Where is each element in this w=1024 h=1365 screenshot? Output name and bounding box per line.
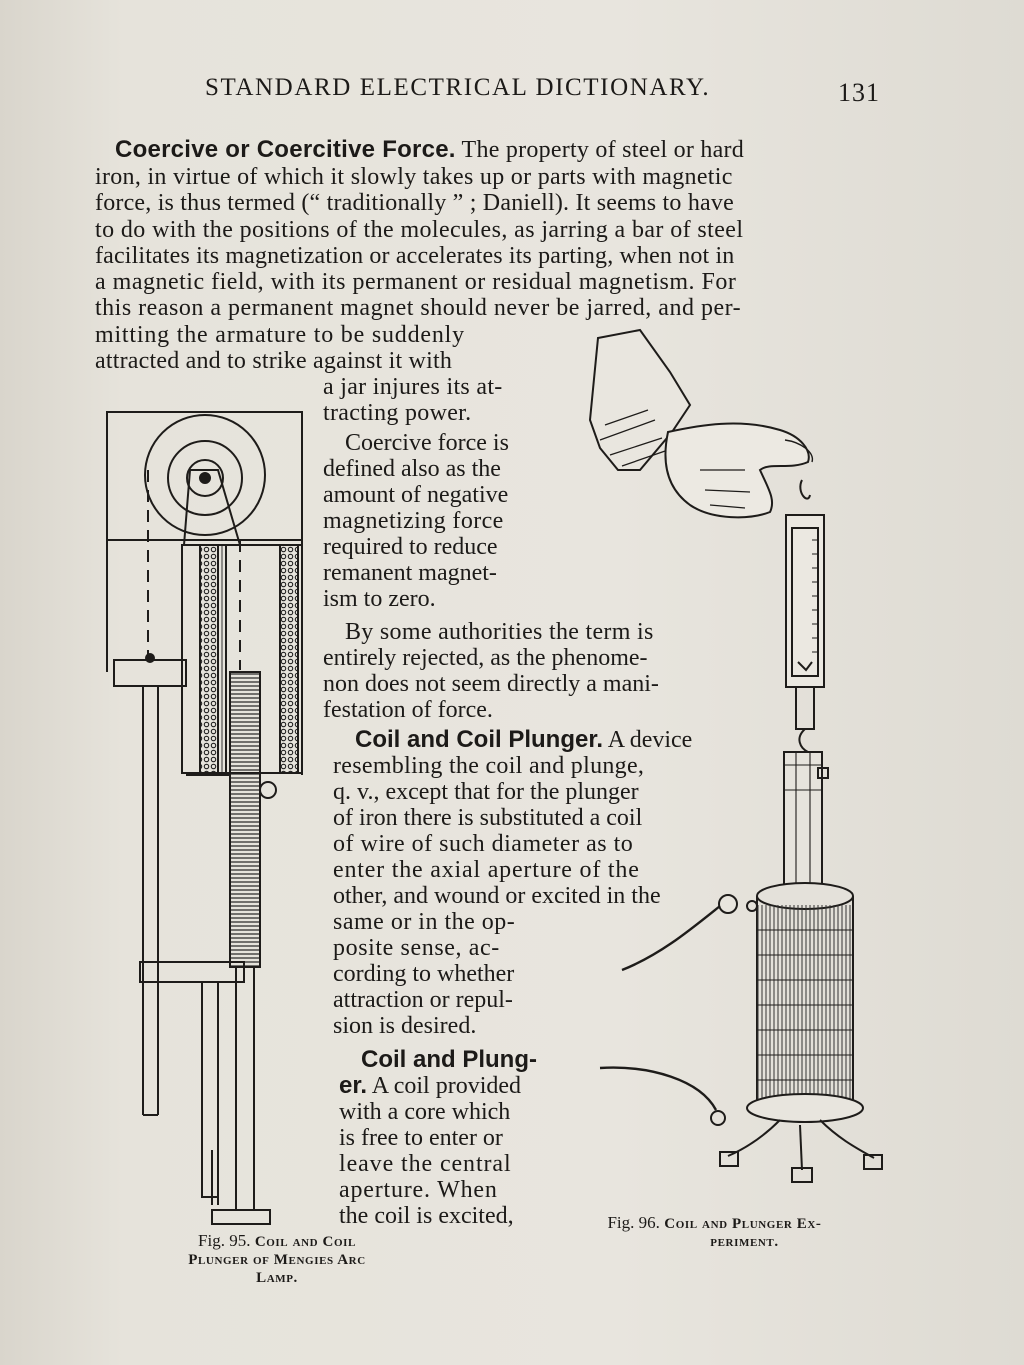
body-line: attracted and to strike against it with	[95, 348, 453, 374]
body-line: this reason a permanent magnet should never be jarred, and per-	[95, 295, 742, 321]
entry-term-coil-coil-plunger: Coil and Coil Plunger.	[355, 726, 604, 753]
body-line: enter the axial aperture of the	[333, 857, 640, 883]
body-line: force, is thus termed (“ traditionally ” ; Daniell). It seems to have	[95, 190, 734, 216]
fig95-caption	[162, 1232, 392, 1287]
fig96-caption-line2: periment.	[710, 1234, 779, 1250]
entry-term-coil-plunger-end: er.	[339, 1072, 368, 1099]
entry-text: A coil provided	[371, 1073, 522, 1099]
body-line: ism to zero.	[323, 586, 436, 612]
body-line: q. v., except that for the plunger	[333, 779, 639, 805]
body-line: the coil is excited,	[339, 1203, 514, 1229]
body-line: facilitates its magnetization or accelerates its parting, when not in	[95, 243, 735, 269]
page-number: 131	[838, 78, 880, 107]
body-line: of iron there is substituted a coil	[333, 805, 643, 831]
body-line: is free to enter or	[339, 1125, 503, 1151]
fig96-number: Fig. 96.	[607, 1213, 660, 1232]
entry-text: A device	[607, 727, 693, 753]
fig96-caption	[562, 1214, 867, 1251]
body-line: entirely rejected, as the phenome-	[323, 645, 648, 671]
entry-term-coil-plunger: Coil and Plung-	[361, 1046, 537, 1073]
body-line: required to reduce	[323, 534, 498, 560]
body-line: non does not seem directly a mani-	[323, 671, 659, 697]
body-line: attraction or repul-	[333, 987, 513, 1013]
body-line: defined also as the	[323, 456, 501, 482]
body-line: remanent magnet-	[323, 560, 497, 586]
body-line: cording to whether	[333, 961, 515, 987]
body-line: posite sense, ac-	[333, 935, 500, 961]
body-line: other, and wound or excited in the	[333, 883, 661, 909]
body-line: with a core which	[339, 1099, 511, 1125]
body-line: mitting the armature to be suddenly	[95, 322, 465, 348]
fig95-title: Coil and Coil	[254, 1234, 356, 1250]
body-line: of wire of such diameter as to	[333, 831, 634, 857]
body-line: By some authorities the term is	[345, 619, 654, 645]
body-line: aperture. When	[339, 1177, 498, 1203]
fig95-number: Fig. 95.	[198, 1231, 251, 1250]
body-line: festation of force.	[323, 697, 493, 723]
entry-term-coercive: Coercive or Coercitive Force.	[115, 136, 456, 163]
body-line: resembling the coil and plunge,	[333, 753, 645, 779]
body-line: same or in the op-	[333, 909, 516, 935]
entry-text: The property of steel or hard	[461, 137, 745, 163]
fig95-caption-line2: Plunger of Mengies Arc	[188, 1252, 366, 1268]
fig96-title: Coil and Plunger Ex-	[664, 1216, 822, 1232]
running-header: STANDARD ELECTRICAL DICTIONARY.	[205, 74, 711, 101]
fig95-caption-line3: Lamp.	[256, 1270, 298, 1286]
body-line: Coercive force is	[345, 430, 509, 456]
body-line: sion is desired.	[333, 1013, 477, 1039]
body-line: magnetizing force	[323, 508, 504, 534]
body-line: leave the central	[339, 1151, 512, 1177]
fig96-caption-line1	[562, 1214, 867, 1233]
body-line: amount of negative	[323, 482, 509, 508]
body-line: to do with the positions of the molecules, as jarring a bar of steel	[95, 217, 744, 243]
body-line: tracting power.	[323, 400, 472, 426]
body-line: iron, in virtue of which it slowly takes up or parts with magnetic	[95, 164, 733, 190]
fig95-caption-line1	[162, 1232, 392, 1251]
body-line: a jar injures its at-	[323, 374, 503, 400]
body-line: a magnetic field, with its permanent or residual magnetism. For	[95, 269, 737, 295]
